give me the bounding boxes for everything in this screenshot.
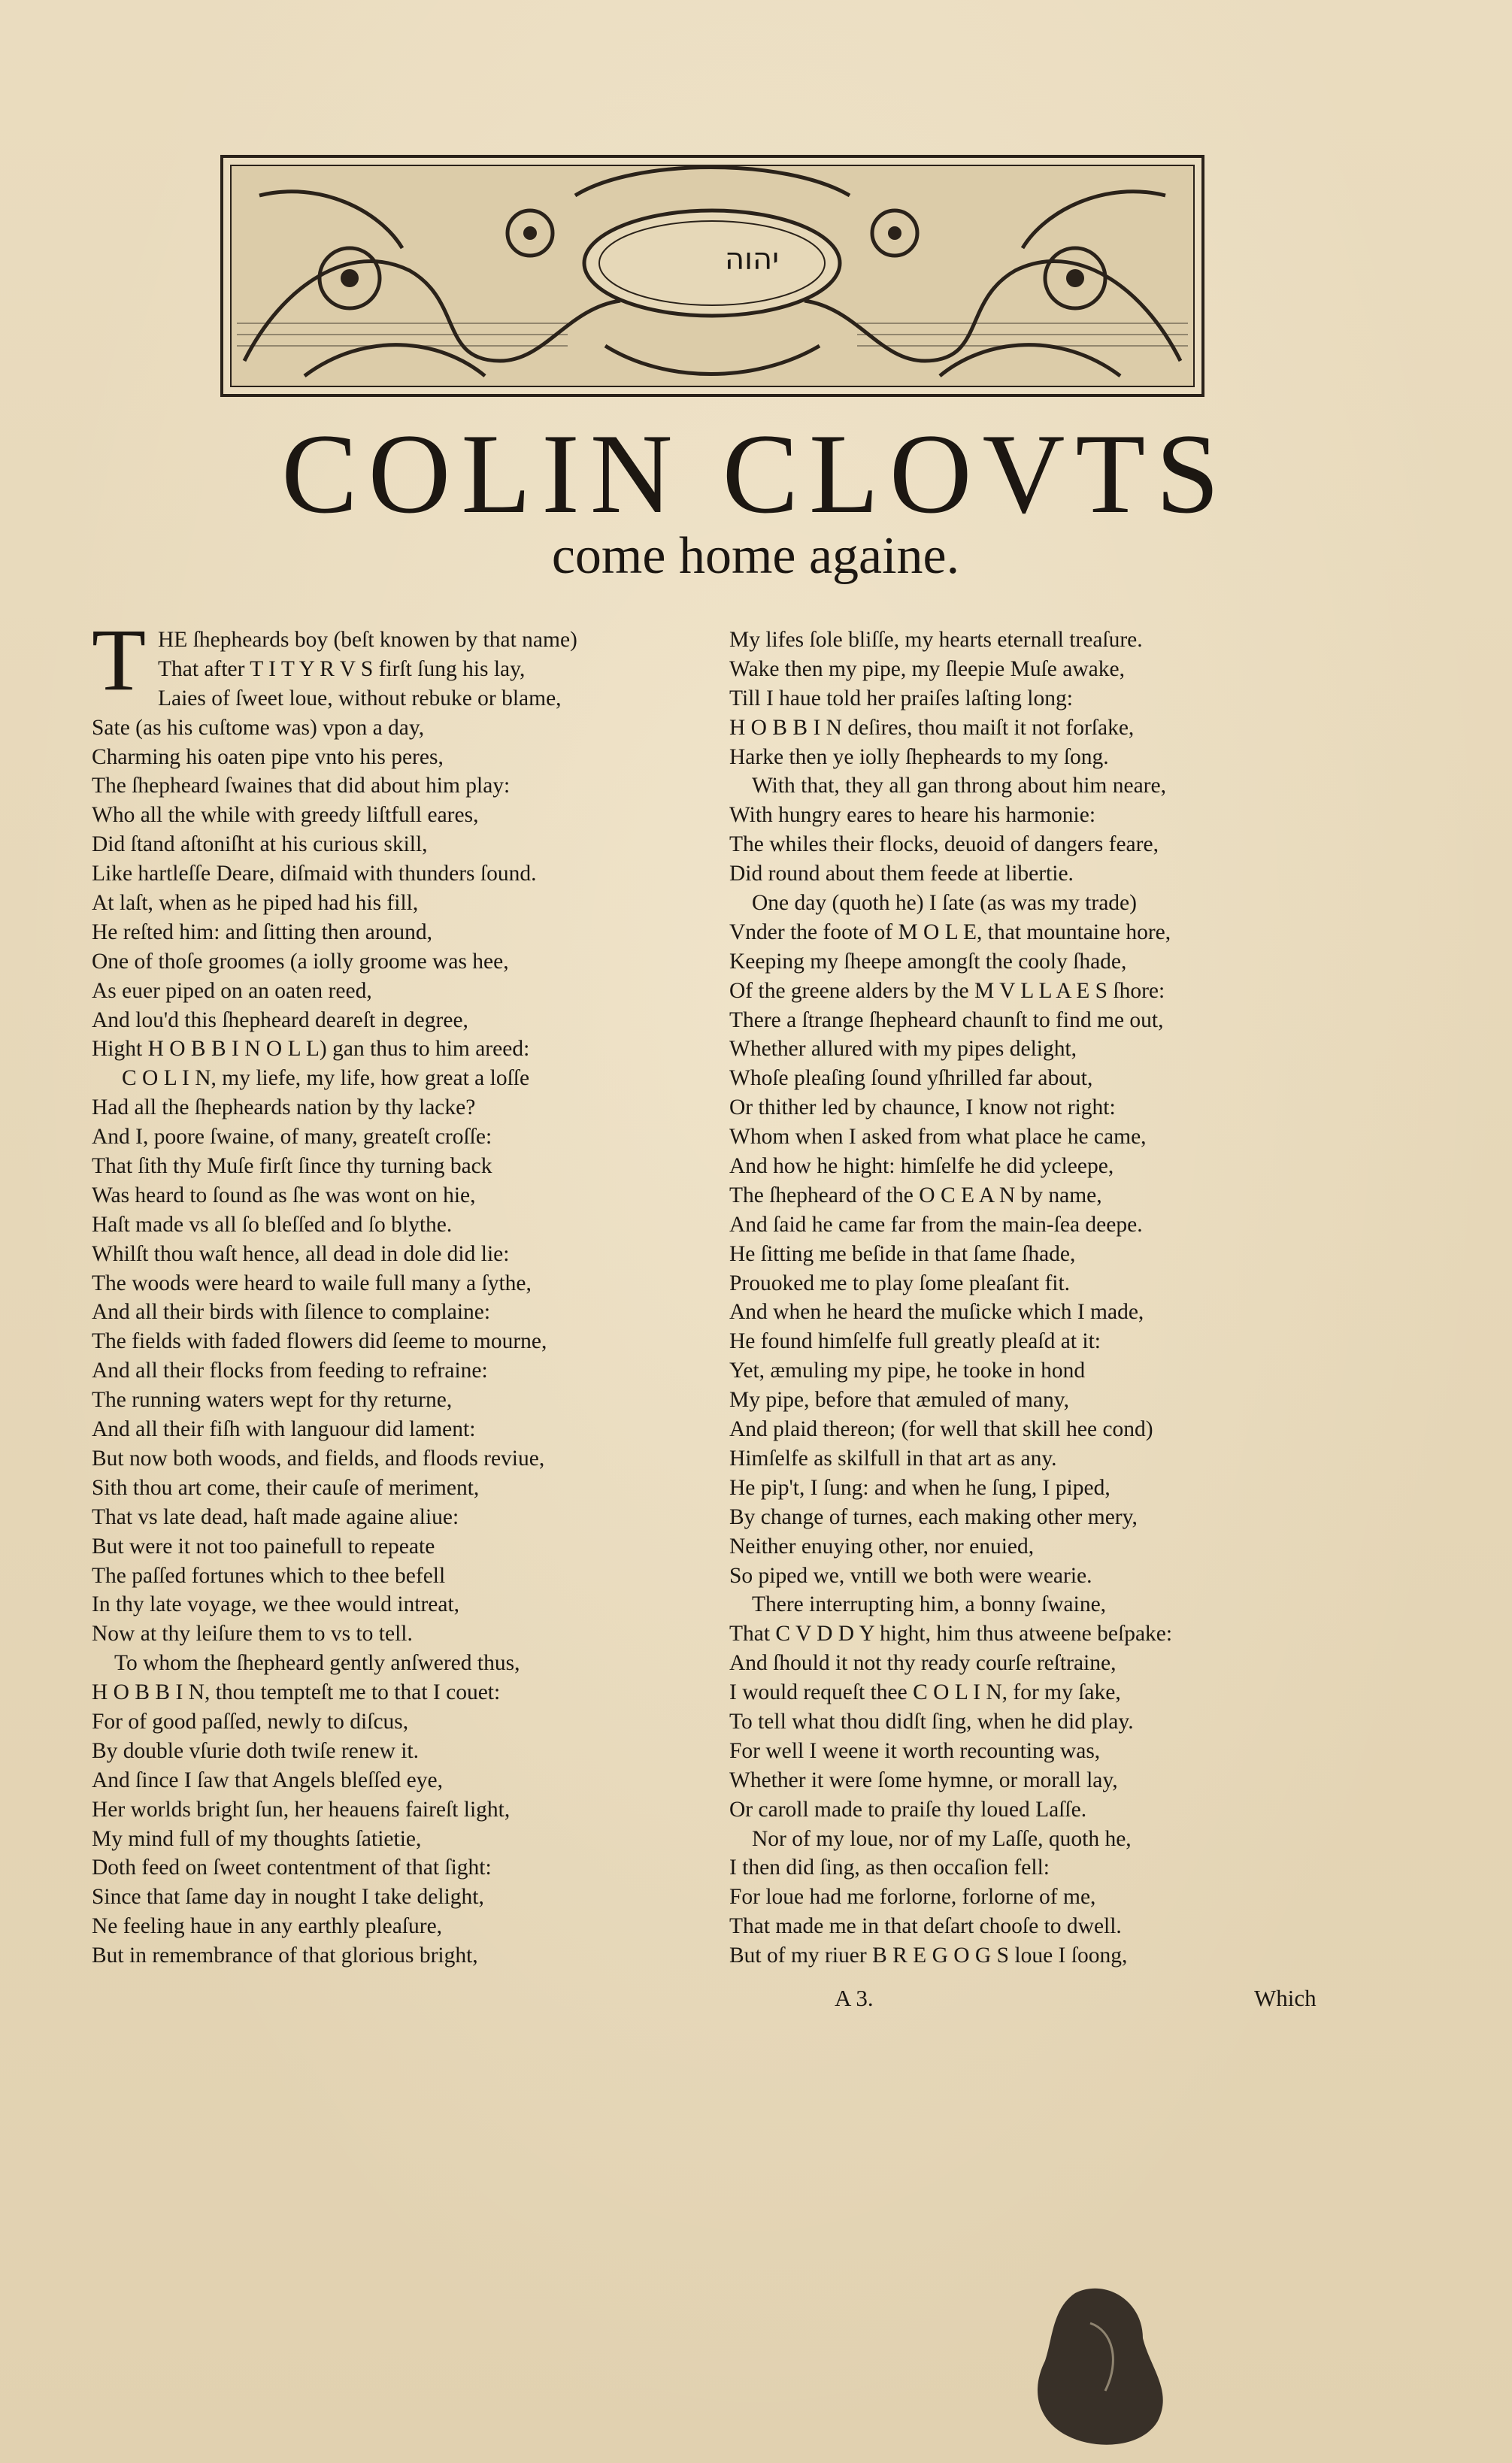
poem-line: In thy late voyage, we thee would intreat, <box>92 1592 460 1617</box>
poem-line: Harke then ye iolly ſhepheards to my ſong. <box>729 744 1109 769</box>
catchword: Which <box>1254 1985 1317 2011</box>
poem-line: And all their flocks from feeding to refraine: <box>92 1359 488 1383</box>
poem-line: For well I weene it worth recounting was, <box>729 1738 1101 1763</box>
poem-line: And lou'd this ſhepheard deareſt in degree, <box>92 1007 468 1032</box>
signature-mark: A 3. <box>835 1985 874 2011</box>
poem-line: Laies of ſweet loue, without rebuke or blame, <box>158 686 562 710</box>
poem-line: That C V D D Y hight, him thus atweene beſpake: <box>729 1622 1173 1647</box>
poem-line: Whether allured with my pipes delight, <box>729 1037 1077 1062</box>
poem-line: But of my riuer B R E G O G S loue I ſoong, <box>729 1943 1128 1968</box>
poem-line: Sate (as his cuſtome was) vpon a day, <box>92 715 425 740</box>
poem-line: There interrupting him, a bonny ſwaine, <box>752 1592 1107 1617</box>
poem-line: Charming his oaten pipe vnto his peres, <box>92 744 444 769</box>
poem-line: The ſhepheard of the O C E A N by name, <box>729 1183 1102 1207</box>
poem-line: Like hartleſſe Deare, diſmaid with thunders ſound. <box>92 862 537 886</box>
poem-line: Whoſe pleaſing ſound yſhrilled far about, <box>729 1066 1093 1091</box>
poem-line: He reſted him: and ſitting then around, <box>92 919 433 944</box>
poem-line: My pipe, before that æmuled of many, <box>729 1388 1069 1413</box>
poem-right-column <box>729 626 1331 1971</box>
poem-line: That ſith thy Muſe firſt ſince thy turning back <box>92 1154 492 1179</box>
poem-line: The ſhepheard ſwaines that did about him play: <box>92 774 511 798</box>
poem-line: Since that ſame day in nought I take delight, <box>92 1885 484 1910</box>
poem-line: My mind full of my thoughts ſatietie, <box>92 1826 422 1851</box>
poem-line: At laſt, when as he piped had his fill, <box>92 891 419 916</box>
poem-left-column <box>92 610 716 1971</box>
ink-smudge <box>1030 2278 1173 2451</box>
poem-line: Did ſtand aſtoniſht at his curious skill, <box>92 832 428 857</box>
poem-line: Keeping my ſheepe amongſt the cooly ſhade, <box>729 949 1127 974</box>
poem-line: That after T I T Y R V S firſt ſung his lay, <box>158 656 526 681</box>
page-title: COLIN CLOVTS <box>281 410 1230 537</box>
poem-line: And ſince I ſaw that Angels bleſſed eye, <box>92 1768 443 1792</box>
poem-line: And I, poore ſwaine, of many, greateſt croſſe: <box>92 1125 492 1150</box>
poem-line: HE ſhepheards boy (beſt knowen by that name) <box>158 628 577 652</box>
poem-line: My lifes ſole bliſſe, my hearts eternall treaſure. <box>729 628 1143 652</box>
drop-cap: T <box>92 610 147 709</box>
poem-line: With hungry eares to heare his harmonie: <box>729 803 1096 828</box>
poem-line: For of good paſſed, newly to diſcus, <box>92 1709 409 1734</box>
poem-line: The running waters wept for thy returne, <box>92 1388 453 1413</box>
poem-line: One of thoſe groomes (a iolly groome was hee, <box>92 949 509 974</box>
poem-line: Now at thy leiſure them to vs to tell. <box>92 1622 413 1647</box>
poem-line: Her worlds bright ſun, her heauens faireſt light, <box>92 1797 511 1822</box>
poem-line: Or caroll made to praiſe thy loued Laſſe. <box>729 1797 1087 1822</box>
poem-line: Whether it were ſome hymne, or morall lay, <box>729 1768 1118 1792</box>
poem-line: Ne feeling haue in any earthly pleaſure, <box>92 1914 443 1939</box>
poem-line: There a ſtrange ſhepheard chaunſt to find me out, <box>729 1007 1164 1032</box>
poem-line: And all their fiſh with languour did lament: <box>92 1417 476 1442</box>
poem-line: Sith thou art come, their cauſe of meriment, <box>92 1475 480 1500</box>
poem-line: Whilſt thou waſt hence, all dead in dole did lie: <box>92 1241 510 1266</box>
poem-line: Till I haue told her praiſes laſting long: <box>729 686 1073 710</box>
poem-line: H O B B I N deſires, thou maiſt it not forſake, <box>729 715 1135 740</box>
poem-line: One day (quoth he) I ſate (as was my trade) <box>752 891 1137 916</box>
poem-line: Nor of my loue, nor of my Laſſe, quoth he, <box>752 1826 1132 1851</box>
poem-line: Neither enuying other, nor enuied, <box>729 1534 1035 1559</box>
poem-line: To whom the ſhepheard gently anſwered thus, <box>114 1651 520 1676</box>
poem-line: The fields with faded flowers did ſeeme to mourne, <box>92 1329 547 1354</box>
poem-line: Himſelfe as skilfull in that art as any. <box>729 1446 1057 1471</box>
poem-line: The whiles their flocks, deuoid of dangers feare, <box>729 832 1159 857</box>
page-subtitle: come home againe. <box>551 527 960 585</box>
poem-line: But now both woods, and fields, and floods reviue, <box>92 1446 545 1471</box>
poem-line: Did round about them feede at libertie. <box>729 862 1074 886</box>
poem-line: I would requeſt thee C O L I N, for my ſake, <box>729 1680 1121 1705</box>
poem-line: Of the greene alders by the M V L L A E S ſhore: <box>729 978 1165 1003</box>
poem-line: C O L I N, my liefe, my life, how great a loſſe <box>122 1066 530 1091</box>
poem-line: Vnder the foote of M O L E, that mountaine hore, <box>729 919 1171 944</box>
poem-line: And ſhould it not thy ready courſe reſtraine, <box>729 1651 1117 1676</box>
poem-line: Had all the ſhepheards nation by thy lacke? <box>92 1095 476 1120</box>
poem-line: The paſſed fortunes which to thee befell <box>92 1563 446 1588</box>
poem-line: That vs late dead, haſt made againe aliue: <box>92 1504 459 1529</box>
poem-line: And plaid thereon; (for well that skill hee cond) <box>729 1417 1153 1442</box>
poem-line: But were it not too painefull to repeate <box>92 1534 435 1559</box>
poem-line: Yet, æmuling my pipe, he tooke in hond <box>729 1359 1086 1383</box>
poem-line: Haſt made vs all ſo bleſſed and ſo blythe. <box>92 1212 453 1237</box>
poem-line: Wake then my pipe, my ſleepie Muſe awake, <box>729 656 1125 681</box>
hebrew-tetragrammaton: יהוה <box>724 242 780 277</box>
poem-line: That made me in that deſart chooſe to dwell. <box>729 1914 1122 1939</box>
poem-line: And all their birds with ſilence to complaine: <box>92 1300 491 1325</box>
poem-line: Who all the while with greedy liſtfull eares, <box>92 803 479 828</box>
poem-line: But in remembrance of that glorious bright, <box>92 1943 478 1968</box>
poem-line: Whom when I asked from what place he came, <box>729 1125 1147 1150</box>
poem-line: For loue had me forlorne, forlorne of me, <box>729 1885 1096 1910</box>
poem-line: Prouoked me to play ſome pleaſant fit. <box>729 1271 1071 1295</box>
poem-line: And when he heard the muſicke which I made, <box>729 1300 1144 1325</box>
poem-line: To tell what thou didſt ſing, when he did play. <box>729 1709 1134 1734</box>
poem-line: I then did ſing, as then occaſion fell: <box>729 1856 1050 1880</box>
poem-line: He pip't, I ſung: and when he ſung, I piped, <box>729 1475 1111 1500</box>
poem-line: Was heard to ſound as ſhe was wont on hie, <box>92 1183 476 1207</box>
poem-line: And how he hight: himſelfe he did ycleepe, <box>729 1154 1114 1179</box>
poem-line: The woods were heard to waile full many a ſythe, <box>92 1271 532 1295</box>
poem-line: He ſitting me beſide in that ſame ſhade, <box>729 1241 1076 1266</box>
poem-line: By change of turnes, each making other mery, <box>729 1504 1138 1529</box>
poem-line: He found himſelfe full greatly pleaſd at it: <box>729 1329 1101 1354</box>
poem-line: Hight H O B B I N O L L) gan thus to him areed: <box>92 1037 530 1062</box>
poem-line: Doth feed on ſweet contentment of that ſight: <box>92 1856 492 1880</box>
poem-line: H O B B I N, thou tempteſt me to that I couet: <box>92 1680 501 1705</box>
poem-line: Or thither led by chaunce, I know not right: <box>729 1095 1116 1120</box>
poem-line: By double vſurie doth twiſe renew it. <box>92 1738 420 1763</box>
poem-line: And ſaid he came far from the main-ſea deepe. <box>729 1212 1143 1237</box>
poem-line: So piped we, vntill we both were wearie. <box>729 1563 1092 1588</box>
poem-line: With that, they all gan throng about him neare, <box>752 774 1166 798</box>
poem-line: As euer piped on an oaten reed, <box>92 978 372 1003</box>
